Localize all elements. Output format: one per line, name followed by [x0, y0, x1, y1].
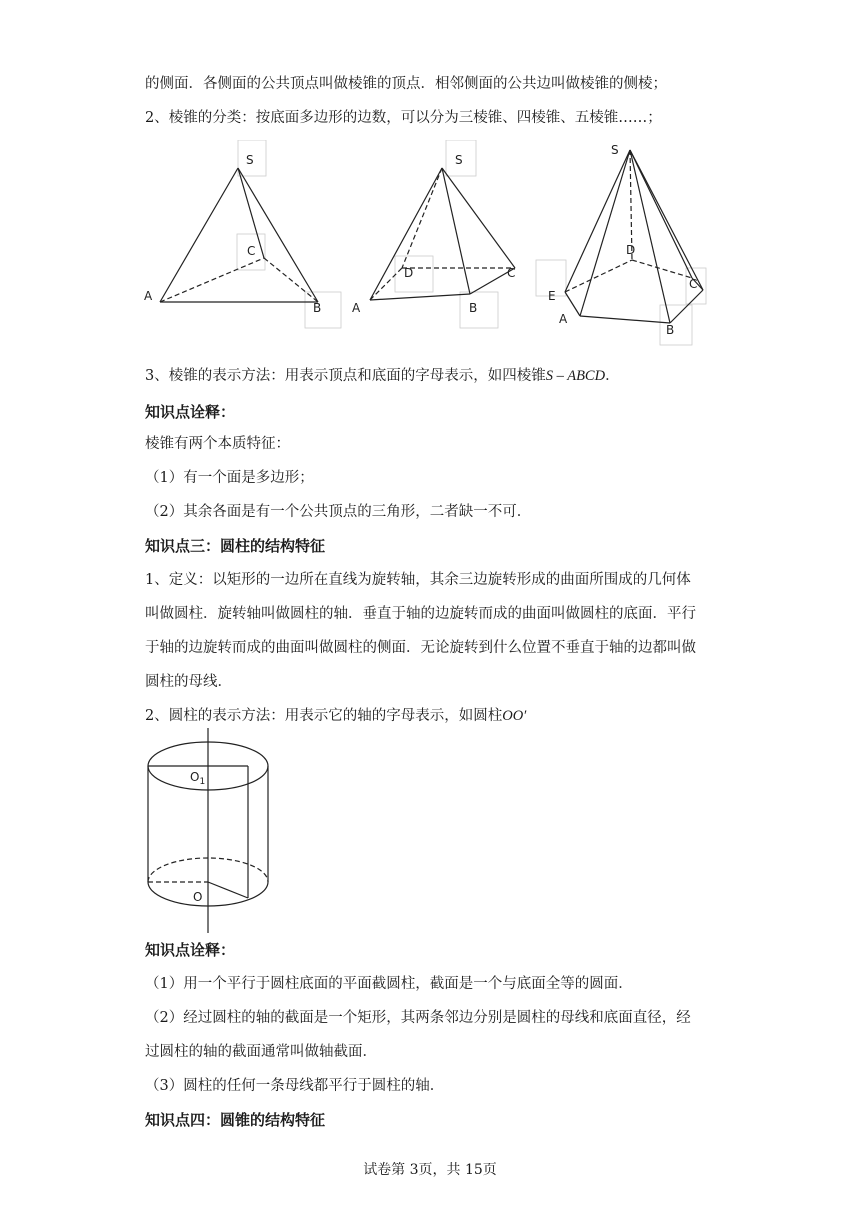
paragraph-definition-l2: 叫做圆柱．旋转轴叫做圆柱的轴．垂直于轴的边旋转而成的曲面叫做圆柱的底面．平行: [145, 606, 696, 622]
paragraph-note-3: （3）圆柱的任何一条母线都平行于圆柱的轴．: [145, 1078, 445, 1094]
label-A-penta: A: [559, 312, 568, 326]
notation-text: 3、棱锥的表示方法：用表示顶点和底面的字母表示，如四棱锥: [145, 368, 546, 384]
paragraph-definition-l1: 1、定义：以矩形的一边所在直线为旋转轴，其余三边旋转形成的曲面所围成的几何体: [145, 572, 691, 588]
quadrangular-pyramid: [370, 140, 515, 328]
label-O: O: [193, 890, 203, 904]
label-B-penta: B: [666, 323, 675, 337]
label-E-penta: E: [548, 289, 556, 303]
page-footer: 试卷第 3页，共 15页: [363, 1162, 497, 1178]
paragraph-feature-2: （2）其余各面是有一个公共顶点的三角形，二者缺一不可．: [145, 504, 532, 520]
label-D-penta: D: [626, 243, 636, 257]
cylinder-svg: [140, 728, 280, 933]
cylinder-figure: [140, 728, 280, 933]
label-S-tri: S: [246, 153, 254, 167]
label-D-quad: D: [404, 266, 414, 280]
note-heading-1: 知识点诠释：: [145, 403, 236, 421]
paragraph-cylinder-notation: [145, 706, 730, 726]
paragraph-note-2-l1: （2）经过圆柱的轴的截面是一个矩形，其两条邻边分别是圆柱的母线和底面直径，经: [145, 1010, 691, 1026]
label-A-tri: A: [144, 289, 153, 303]
paragraph-lateral-faces: 的侧面．各侧面的公共顶点叫做棱锥的顶点．相邻侧面的公共边叫做棱锥的侧棱；: [145, 76, 667, 92]
pyramids-figure: [140, 140, 720, 350]
label-C-tri: C: [247, 244, 256, 258]
label-O1: $O_1$: [190, 770, 206, 787]
triangular-pyramid: [160, 140, 341, 328]
label-S-penta: S: [611, 143, 619, 157]
label-A-quad: A: [352, 301, 361, 315]
paragraph-note-1: （1）用一个平行于圆柱底面的平面截圆柱，截面是一个与底面全等的圆面．: [145, 976, 633, 992]
label-B-quad: B: [469, 301, 478, 315]
paragraph-definition-l4: 圆柱的母线．: [145, 674, 232, 690]
cyl-notation-text: 2、圆柱的表示方法：用表示它的轴的字母表示，如圆柱: [145, 708, 503, 724]
paragraph-pyramid-notation: [145, 366, 730, 386]
note-heading-2: 知识点诠释：: [145, 941, 236, 959]
paragraph-feature-1: （1）有一个面是多边形；: [145, 470, 314, 486]
section-heading-cylinder: 知识点三：圆柱的结构特征: [145, 537, 326, 555]
notation-end: ．: [605, 368, 620, 384]
label-C-quad: C: [507, 266, 516, 280]
paragraph-two-features: 棱锥有两个本质特征：: [145, 436, 290, 452]
paragraph-definition-l3: 于轴的边旋转而成的曲面叫做圆柱的侧面．无论旋转到什么位置不垂直于轴的边都叫做: [145, 640, 696, 656]
paragraph-note-2-l2: 过圆柱的轴的截面通常叫做轴截面．: [145, 1044, 377, 1060]
label-C-penta: C: [689, 277, 698, 291]
section-heading-cone: 知识点四：圆锥的结构特征: [145, 1111, 326, 1129]
label-S-quad: S: [455, 153, 463, 167]
notation-math: S – ABCD: [545, 368, 606, 384]
cyl-notation-math: OO′: [502, 708, 527, 724]
label-B-tri: B: [313, 301, 322, 315]
pyramids-svg: [140, 140, 720, 350]
paragraph-pyramid-classification: 2、棱锥的分类：按底面多边形的边数，可以分为三棱锥、四棱锥、五棱锥……；: [145, 110, 662, 126]
